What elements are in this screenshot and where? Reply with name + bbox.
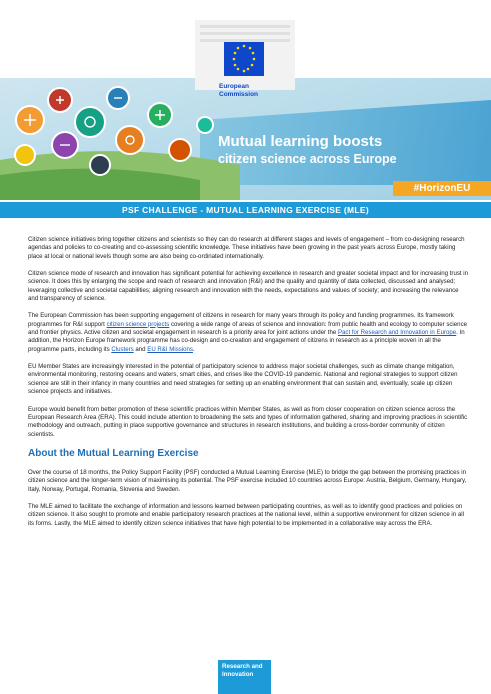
research-innovation-badge: [218, 660, 271, 694]
logo-line-1: European: [219, 83, 249, 90]
footer-line-2: Innovation: [222, 671, 254, 678]
commission-logo-text: [219, 83, 258, 99]
p3-text-c: . In addition, the Horizon Europe framework programme has co-design and co-creation and engagement of citizens in research as a principle woven in all the programme parts, including its: [28, 329, 465, 353]
clusters-link[interactable]: Clusters: [111, 345, 134, 353]
logo-line-2: Commission: [219, 91, 259, 98]
p3-text-b: covering a wide range of areas of science and innovation: from public health and ecology to computer science and frontier physics. Active citizen and societal engagement in research is a priority area for joint actions under the: [28, 320, 468, 337]
missions-link[interactable]: EU R&I Missions: [147, 345, 193, 353]
paragraph-4: EU Member States are increasingly interested in the potential of participatory science to address major societal challenges, such as climate change mitigation, environmental monitoring, restoring oceans and waters, smart cities, and crises like the COVID-19 pandemic. National and regional strategies to support citizen science are still in their infancy in many countries and need strategies for setting up an enabling environment that can sustain and, eventually, scale up citizen science projects and initiatives.: [28, 363, 458, 396]
footer-line-1: Research and: [222, 663, 263, 670]
p3-text-e: .: [192, 345, 195, 353]
section-heading: About the Mutual Learning Exercise: [28, 447, 199, 459]
title-line-2: citizen science across Europe: [218, 152, 397, 166]
main-content: [28, 236, 468, 537]
hero-banner: [0, 0, 491, 200]
title-line-1: Mutual learning boosts: [218, 133, 383, 150]
hero-title: [218, 133, 397, 167]
hero-illustration: [0, 0, 491, 200]
paragraph-5: Europe would benefit from better promotion of these scientific practices within Member States, as well as from closer cooperation on citizen science across the European Research Area (ERA). This could include attention to broadening the sets and types of information gathered, sharing and improving practices in scientific methodology and outreach, putting in place supportive governance and structures in research institutions, and building a cross-border community of citizen scientists.: [28, 405, 468, 438]
p3-text-a: The European Commission has been supporting engagement of citizens in research for many years through its policy and funding programmes. Its framework programmes for R&I support: [28, 312, 454, 328]
paragraph-1: Citizen science initiatives bring together citizens and scientists so they can do research at different stages and levels of engagement – from co-designing research agendas and policies to co-creating and co-assessing scientific knowledge. These initiatives have been growing in the past years across Europe, mostly taking place at local or national levels though some are also being co-ordinated internationally.: [28, 236, 465, 260]
paragraph-3: [28, 312, 468, 354]
p3-text-d: and: [133, 345, 148, 353]
pact-link[interactable]: Pact for Research and Innovation in Europe: [337, 329, 457, 337]
citizen-science-projects-link[interactable]: citizen science projects: [106, 320, 170, 328]
paragraph-6: Over the course of 18 months, the Policy Support Facility (PSF) conducted a Mutual Learning Exercise (MLE) to bridge the gap between the promising practices in citizen science and the longer-term vision of maximising its potential. The PSF exercise included 10 countries across Europe: Austria, Belgium, Germany, Hungary, Italy, Norway, Portugal, Romania, Slovenia and Sweden.: [28, 468, 467, 493]
section-band: PSF CHALLENGE - MUTUAL LEARNING EXERCISE (MLE): [0, 202, 491, 218]
paragraph-2: Citizen science mode of research and innovation has significant potential for achieving excellence in research and greater societal impact and for increasing trust in science. It does this by enlarging the scope and reach of research and innovation (R&I) and the quality and quantity of data collected, discussed and analysed; leveraging collective and societal capabilities; aligning research and innovation with the needs, expectations and values of society; and increasing the relevance and transparency of science.: [28, 270, 469, 303]
paragraph-7: The MLE aimed to facilitate the exchange of information and lessons learned between participating countries, as well as to identify good practices and policies on citizen science. It also sought to promote and enable participatory research practices at the national level, within a supportive environment for citizen science in all its forms. Lastly, the MLE aimed to identify citizen science initiatives that have high potential to be implemented in a collaborative way across the ERA.: [28, 502, 464, 527]
hashtag-badge: #HorizonEU: [393, 181, 491, 196]
